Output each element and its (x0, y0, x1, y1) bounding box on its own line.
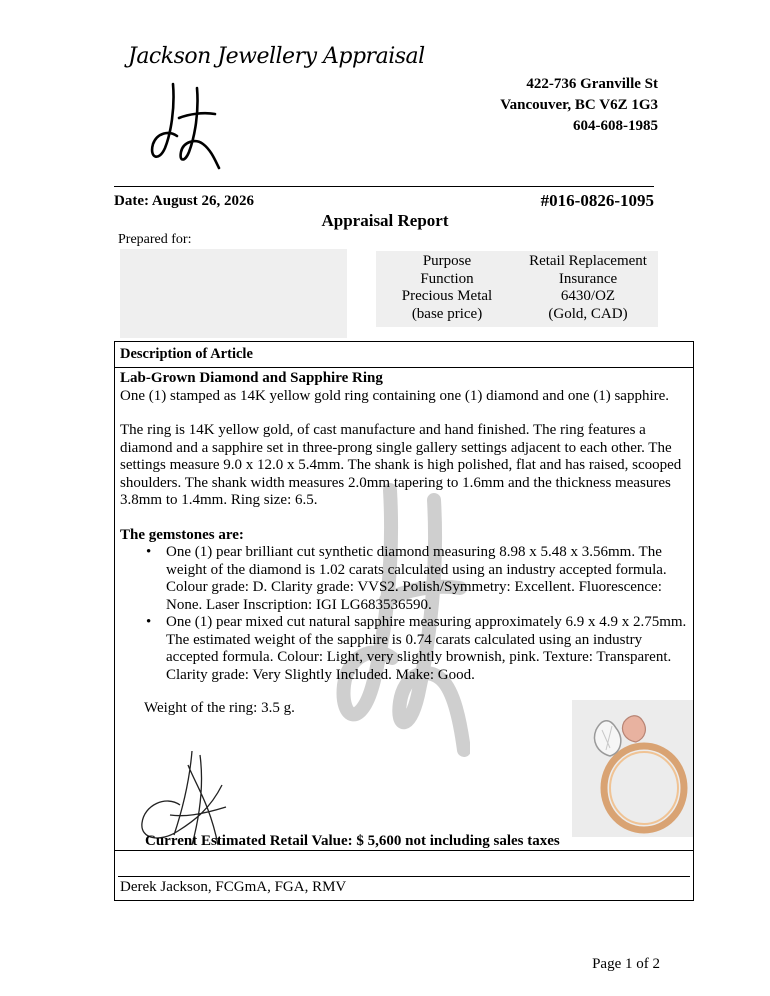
description-heading: Description of Article (120, 346, 253, 362)
retail-value: Current Estimated Retail Value: $ 5,600 not including sales taxes (145, 833, 560, 849)
description-header (114, 341, 694, 368)
info-labels (376, 253, 518, 323)
info-label: (base price) (411, 305, 483, 322)
prepared-for-label: Prepared for: (118, 232, 192, 247)
value-rule (114, 850, 694, 851)
ring-weight: Weight of the ring: 3.5 g. (144, 700, 295, 716)
page-number: Page 1 of 2 (592, 956, 660, 972)
prepared-for-box (120, 249, 347, 338)
info-value: Retail Replacement (529, 253, 647, 269)
gemstone-list (120, 544, 688, 684)
list-item: • One (1) pear brilliant cut synthetic diamond measuring 8.98 x 5.48 x 3.56mm. The weight of the diamond is 1.02 carats calculated using an industry accepted formula. Colour grade: D. Clarity grade: VVS2. Polish/Symmetry: Excellent. Fluorescence: None. Laser Inscription: IGI LG683536590. (166, 544, 688, 614)
company-logo (145, 78, 235, 178)
report-date: Date: August 26, 2026 (114, 193, 255, 209)
info-label: Purpose (422, 253, 472, 269)
item-title: Lab-Grown Diamond and Sapphire Ring (120, 370, 383, 386)
ring-photo (572, 700, 693, 837)
phone-number: 604-608-1985 (573, 118, 658, 134)
appraisal-info-box (376, 251, 658, 327)
header-rule (114, 186, 654, 187)
info-value: 6430/OZ (560, 288, 616, 304)
info-value: (Gold, CAD) (548, 305, 628, 322)
signer-name: Derek Jackson, FCGmA, FGA, RMV (120, 879, 347, 895)
info-label: Precious Metal (401, 288, 493, 304)
info-value: Insurance (558, 270, 618, 287)
company-name: Jackson Jewellery Appraisal (128, 44, 425, 69)
address-line-2: Vancouver, BC V6Z 1G3 (500, 97, 658, 113)
signature-line (118, 876, 690, 877)
company-address (500, 74, 658, 137)
info-label: Function (420, 270, 474, 287)
item-description: The ring is 14K yellow gold, of cast manufacture and hand finished. The ring features a diamond and a sapphire set in three-prong single gallery settings adjacent to each other. The settings measure 9.0 x 12.0 x 5.4mm. The shank is high polished, flat and has raised, scooped shoulders. The shank width measures 2.0mm tapering to 1.6mm and the thickness measures 3.8mm to 1.4mm. Ring size: 6.5. (120, 422, 682, 508)
item-summary: One (1) stamped as 14K yellow gold ring containing one (1) diamond and one (1) sapphire. (120, 387, 670, 404)
gemstones-heading: The gemstones are: (120, 526, 244, 543)
info-values (518, 253, 658, 323)
list-item: • One (1) pear mixed cut natural sapphire measuring approximately 6.9 x 4.9 x 2.75mm. The estimated weight of the sapphire is 0.74 carats calculated using an industry accepted formula. Colour: Light, very slightly brownish, pink. Texture: Transparent. Clarity grade: Very Slightly Included. Make: Good. (166, 614, 688, 684)
report-title: Appraisal Report (321, 211, 449, 230)
report-number: #016-0826-1095 (540, 191, 654, 210)
description-content (120, 370, 688, 684)
address-line-1: 422-736 Granville St (526, 76, 658, 92)
